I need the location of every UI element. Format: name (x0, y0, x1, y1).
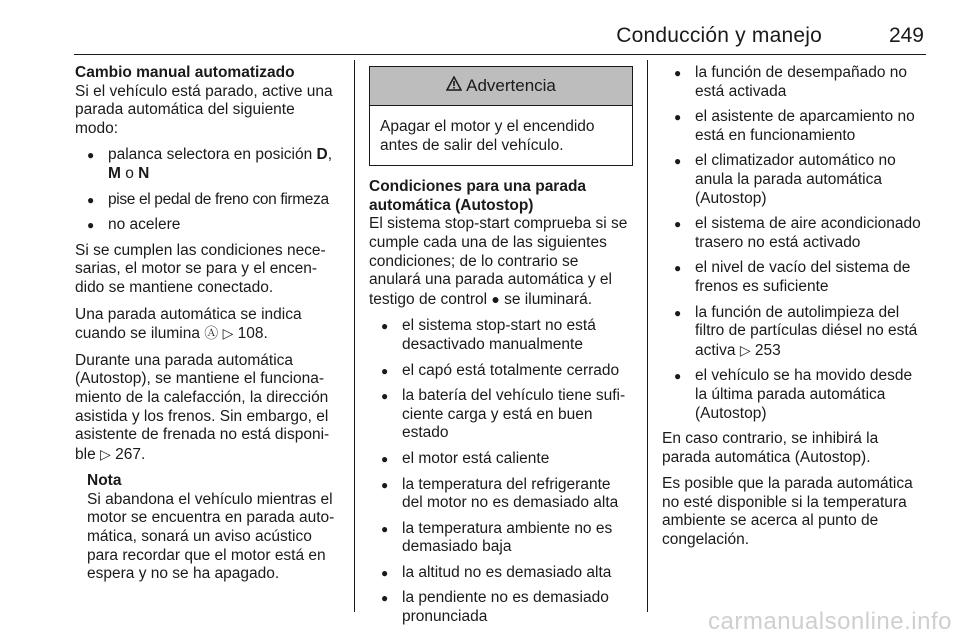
page-reference[interactable]: 267. (115, 445, 146, 463)
list-item-text: la función de autolimpieza del filtro de partículas diésel no está activa (695, 303, 918, 359)
list-item: ● el nivel de vacío del sistema de frenos es suficiente (662, 259, 928, 296)
list-item: ● la temperatura del refrigerante del motor no es demasiado alta (369, 476, 633, 513)
list-item (662, 304, 928, 361)
bullet-list (75, 146, 341, 234)
paragraph-text: El sistema stop-start comprueba si se cumple cada una de las siguientes condiciones; de lo contrario se anulará una parada automática y el testigo de control (369, 215, 628, 308)
list-item-text: , (327, 146, 333, 164)
paragraph (75, 306, 341, 344)
list-item-text: o (120, 164, 139, 182)
list-item: ● la función de desempañado no está activada (662, 64, 928, 101)
gear-m: M (108, 164, 121, 182)
warning-title: Advertencia (466, 75, 556, 95)
gear-d: D (316, 146, 328, 164)
page-reference-icon: ▷ (222, 325, 234, 342)
note-block (87, 472, 341, 584)
header-rule (74, 54, 926, 55)
warning-text: Apagar el motor y el encendido antes de salir del vehículo. (380, 118, 595, 154)
page-reference-icon: ▷ (100, 445, 111, 462)
autostop-indicator-icon: Ⓐ (204, 325, 219, 342)
list-item (75, 146, 341, 183)
list-item: ● no acelere (75, 216, 341, 235)
note-text: Si abandona el vehículo mientras el motor se encuentra en parada auto- mática, sonará un aviso acústico para recordar que el motor está en espera y no se ha apagado. (87, 490, 335, 583)
page-reference[interactable]: 253 (754, 341, 781, 359)
warning-triangle-icon (446, 76, 462, 96)
list-item-text: palanca selectora en posición (108, 146, 317, 164)
heading-automated-manual: Cambio manual automatizado (75, 64, 295, 81)
column-2 (369, 64, 633, 634)
paragraph (369, 215, 633, 309)
watermark: carmanualsonline.info (708, 608, 952, 635)
note-heading: Nota (87, 472, 122, 490)
list-item: ● pise el pedal de freno con firmeza (75, 191, 341, 210)
page-reference[interactable]: 108. (237, 325, 268, 343)
column-divider-2 (647, 60, 648, 612)
list-item: ● el motor está caliente (369, 450, 633, 469)
column-1 (75, 64, 341, 584)
list-item: ● el capó está totalmente cerrado (369, 362, 633, 381)
warning-header (370, 67, 632, 106)
list-item: ● el asistente de aparcamiento no está en funcionamiento (662, 108, 928, 145)
list-item: ● la pendiente no es demasiado pronunciada (369, 589, 633, 626)
list-item: ● el sistema de aire acondicionado trasero no está activado (662, 215, 928, 252)
list-item: ● la altitud no es demasiado alta (369, 564, 633, 583)
list-item: ● el sistema stop-start no está desactivado manualmente (369, 317, 633, 354)
list-item: ● la batería del vehículo tiene sufi- ciente carga y está en buen estado (369, 387, 633, 443)
list-item: ● el vehículo se ha movido desde la última parada automática (Autostop) (662, 367, 928, 423)
section-title: Conducción y manejo (616, 24, 822, 47)
bullet-list (662, 64, 928, 423)
paragraph: Es posible que la parada automática no esté disponible si la temperatura ambiente se acerca al punto de congelación. (662, 475, 913, 549)
warning-box (369, 66, 633, 166)
list-item: ● el climatizador automático no anula la parada automática (Autostop) (662, 152, 928, 208)
paragraph (75, 352, 341, 465)
column-3 (662, 64, 928, 558)
autostop-warning-icon: ● (491, 290, 500, 307)
paragraph-text: Una parada automática se indica cuando se ilumina (75, 305, 302, 343)
bullet-list (369, 317, 633, 626)
gear-n: N (138, 164, 150, 182)
intro-text: Si el vehículo está parado, active una parada automática del siguiente modo: (75, 82, 333, 137)
paragraph: En caso contrario, se inhibirá la parada automática (Autostop). (662, 430, 879, 466)
paragraph: Si se cumplen las condiciones nece- sarias, el motor se para y el encen- dido se mantiene conectado. (75, 241, 326, 296)
paragraph-text: se iluminará. (499, 290, 593, 308)
paragraph-text: Durante una parada automática (Autostop), se mantiene el funciona- miento de la calefacción, la dirección asistida y los frenos. Sin embargo, el asistente de frenada no está disponi- ble (75, 351, 330, 463)
page-reference-icon: ▷ (739, 341, 751, 358)
column-divider-1 (354, 60, 355, 612)
page-number: 249 (888, 24, 924, 47)
list-item: ● la temperatura ambiente no es demasiado baja (369, 520, 633, 557)
heading-autostop-conditions: Condiciones para una parada automática (Autostop) (369, 178, 587, 214)
